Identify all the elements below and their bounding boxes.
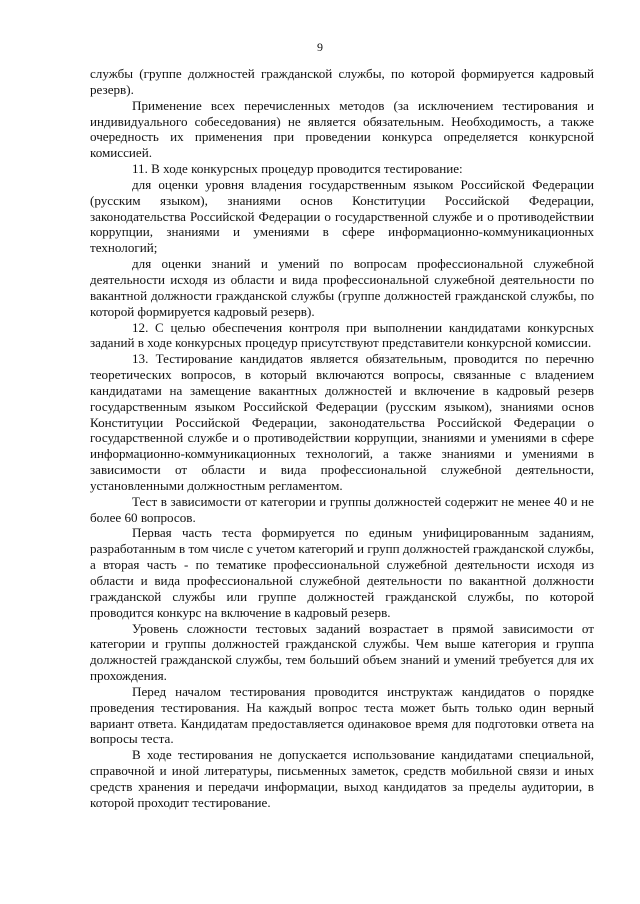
paragraph-item-11: 11. В ходе конкурсных процедур проводится тестирование: bbox=[132, 161, 463, 177]
paragraph-item-11-language: для оценки уровня владения государственным языком Российской Федерации (русским языком), знаниями основ Конституции Российской Федерации, законодательства Российской Федерации о государственной службе и о противодействии коррупции, знаниями и умениями в сфере информационно-коммуникационных технологий; bbox=[90, 176, 594, 256]
page-number: 9 bbox=[317, 40, 323, 54]
paragraph-item-13: 13. Тестирование кандидатов является обязательным, проводится по перечню теоретических вопросов, в который включаются вопросы, связанные с владением кандидатами на замещение вакантных должностей и включение в кадровый резерв государственным языком Российской Федерации (русским языком), знаниями основ Конституции Российской Федерации, законодательства Российской Федерации о государственной службе и о противодействии коррупции, знаниями и умениями в сфере информационно-коммуникационных технологий, а также знаниями и умениями в зависимости от области и вида профессиональной служебной деятельности, установленными должностным регламентом. bbox=[90, 351, 594, 493]
paragraph-test-parts: Первая часть теста формируется по единым унифицированным заданиям, разработанным в том числе с учетом категорий и групп должностей гражданской службы, а вторая часть - по тематике профессиональной служебной деятельности исходя из области и вида профессиональной служебной деятельности по вакантной должности гражданской службы или группе должностей гражданской службы, по которой проводится конкурс на включение в кадровый резерв. bbox=[90, 525, 594, 620]
paragraph-test-restrictions: В ходе тестирования не допускается использование кандидатами специальной, справочной и иной литературы, письменных заметок, средств мобильной связи и иных средств хранения и передачи информации, выход кандидатов за пределы аудитории, в которой проходит тестирование. bbox=[90, 747, 594, 810]
paragraph-methods-application: Применение всех перечисленных методов (за исключением тестирования и индивидуального собеседования) не является обязательным. Необходимость, а также очередность их применения при проведении конкурса определяется конкурсной комиссией. bbox=[90, 97, 594, 161]
paragraph-test-briefing: Перед началом тестирования проводится инструктаж кандидатов о порядке проведения тестирования. На каждый вопрос теста может быть только один верный вариант ответа. Кандидатам предоставляется одинаковое время для подготовки ответа на вопросы теста. bbox=[90, 683, 594, 747]
paragraph-test-difficulty: Уровень сложности тестовых заданий возрастает в прямой зависимости от категории и группы должностей гражданской службы. Чем выше категория и группа должностей гражданской службы, тем больший объем знаний и умений требуется для их прохождения. bbox=[90, 620, 594, 684]
paragraph-test-size: Тест в зависимости от категории и группы должностей содержит не менее 40 и не более 60 вопросов. bbox=[90, 493, 594, 525]
paragraph-continuation: службы (группе должностей гражданской службы, по которой формируется кадровый резерв). bbox=[90, 66, 594, 97]
paragraph-item-12: 12. С целью обеспечения контроля при выполнении кандидатами конкурсных заданий в ходе конкурсных процедур присутствуют представители конкурсной комиссии. bbox=[90, 319, 594, 351]
paragraph-item-11-professional: для оценки знаний и умений по вопросам профессиональной служебной деятельности исходя из области и вида профессиональной служебной деятельности по вакантной должности гражданской службы (группе должностей гражданской службы, по которой формируется кадровый резерв). bbox=[90, 256, 594, 319]
document-body bbox=[90, 66, 594, 811]
